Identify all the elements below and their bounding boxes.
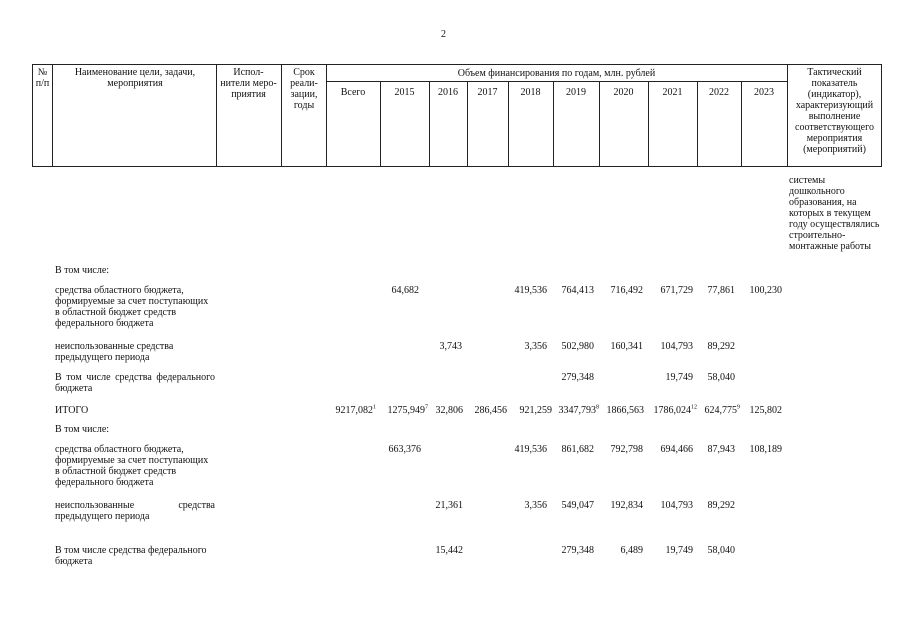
header-indicator: Тактический показатель (индикатор), характеризующий выполнение соответствующего мероприятия (мероприятий)	[795, 67, 874, 155]
total-2016: 32,806	[435, 405, 463, 416]
cell-2019: 279,348	[561, 372, 594, 383]
cell-2021: 104,793	[660, 500, 693, 511]
col-2022: 2022	[709, 87, 729, 98]
header-name: Наименование цели, задачи, мероприятия	[74, 67, 196, 89]
cell-2022: 89,292	[707, 341, 735, 352]
cell-2022: 58,040	[707, 372, 735, 383]
cell-2020: 6,489	[620, 545, 643, 556]
cell-2021: 19,749	[665, 372, 693, 383]
cell-2016: 21,361	[435, 500, 463, 511]
cell-2018: 3,356	[524, 341, 547, 352]
row-label: В том числе средства федерального бюджета	[55, 372, 215, 394]
cell-2020: 192,834	[610, 500, 643, 511]
col-2015: 2015	[394, 87, 415, 98]
total-2015: 1275,949$^7$	[387, 404, 428, 416]
total-2017: 286,456	[474, 405, 507, 416]
total-2022: 624,775$^9$	[704, 404, 740, 416]
total-2023: 125,802	[749, 405, 782, 416]
cell-2018: 419,536	[514, 285, 547, 296]
cell-2021: 671,729	[660, 285, 693, 296]
indicator-continued: системы дошкольного образования, на которых в текущем году осуществлялись строительно-монтажные работы	[789, 175, 880, 252]
cell-2022: 87,943	[707, 444, 735, 455]
cell-2019: 502,980	[561, 341, 594, 352]
cell-2021: 694,466	[660, 444, 693, 455]
header-num: № п/п	[35, 67, 50, 89]
cell-2019: 764,413	[561, 285, 594, 296]
col-2018: 2018	[520, 87, 541, 98]
cell-2020: 792,798	[610, 444, 643, 455]
row-label: В том числе:	[55, 265, 110, 276]
cell-2020: 716,492	[610, 285, 643, 296]
col-2021: 2021	[662, 87, 683, 98]
row-label: средства областного бюджета, формируемые за счет поступающих в областной бюджет средств федерального бюджета	[55, 285, 209, 329]
cell-2022: 89,292	[707, 500, 735, 511]
cell-2021: 19,749	[665, 545, 693, 556]
col-2023: 2023	[754, 87, 774, 98]
row-label: средства областного бюджета, формируемые за счет поступающих в областной бюджет средств федерального бюджета	[55, 444, 209, 488]
row-label: В том числе средства федерального бюджета	[55, 545, 207, 567]
cell-2019: 861,682	[561, 444, 594, 455]
col-2017: 2017	[477, 87, 498, 98]
total-2019: 3347,793$^8$	[558, 404, 599, 416]
cell-2019: 279,348	[561, 545, 594, 556]
total-label: ИТОГО	[55, 405, 89, 416]
total-2020: 1866,563	[606, 405, 644, 416]
cell-2016: 3,743	[439, 341, 462, 352]
header-term: Срок реали-зации, годы	[290, 67, 318, 111]
total-2021: 1786,024$^{12}$	[653, 404, 697, 416]
total-all: 9217,082$^1$	[335, 404, 376, 416]
header-funding: Объем финансирования по годам, млн. рублей	[457, 68, 656, 79]
cell-2015: 663,376	[388, 444, 421, 455]
row-label: неиспользованные средства	[55, 500, 215, 511]
col-total: Всего	[340, 87, 366, 98]
cell-2023: 100,230	[749, 285, 782, 296]
header-executors: Испол-нители меро-приятия	[220, 67, 277, 100]
cell-2021: 104,793	[660, 341, 693, 352]
cell-2023: 108,189	[749, 444, 782, 455]
page-number: 2	[441, 29, 446, 40]
cell-2018: 419,536	[514, 444, 547, 455]
cell-2022: 77,861	[707, 285, 735, 296]
cell-2020: 160,341	[610, 341, 643, 352]
row-label: неиспользованные средства предыдущего периода	[55, 341, 174, 363]
cell-2018: 3,356	[524, 500, 547, 511]
col-2020: 2020	[613, 87, 634, 98]
cell-2019: 549,047	[561, 500, 594, 511]
col-2019: 2019	[566, 87, 586, 98]
cell-2015: 64,682	[391, 285, 419, 296]
col-2016: 2016	[438, 87, 458, 98]
cell-2022: 58,040	[707, 545, 735, 556]
cell-2016: 15,442	[435, 545, 463, 556]
total-2018: 921,259	[519, 405, 552, 416]
row-label-cont: предыдущего периода	[55, 511, 150, 522]
row-label: В том числе:	[55, 424, 110, 435]
